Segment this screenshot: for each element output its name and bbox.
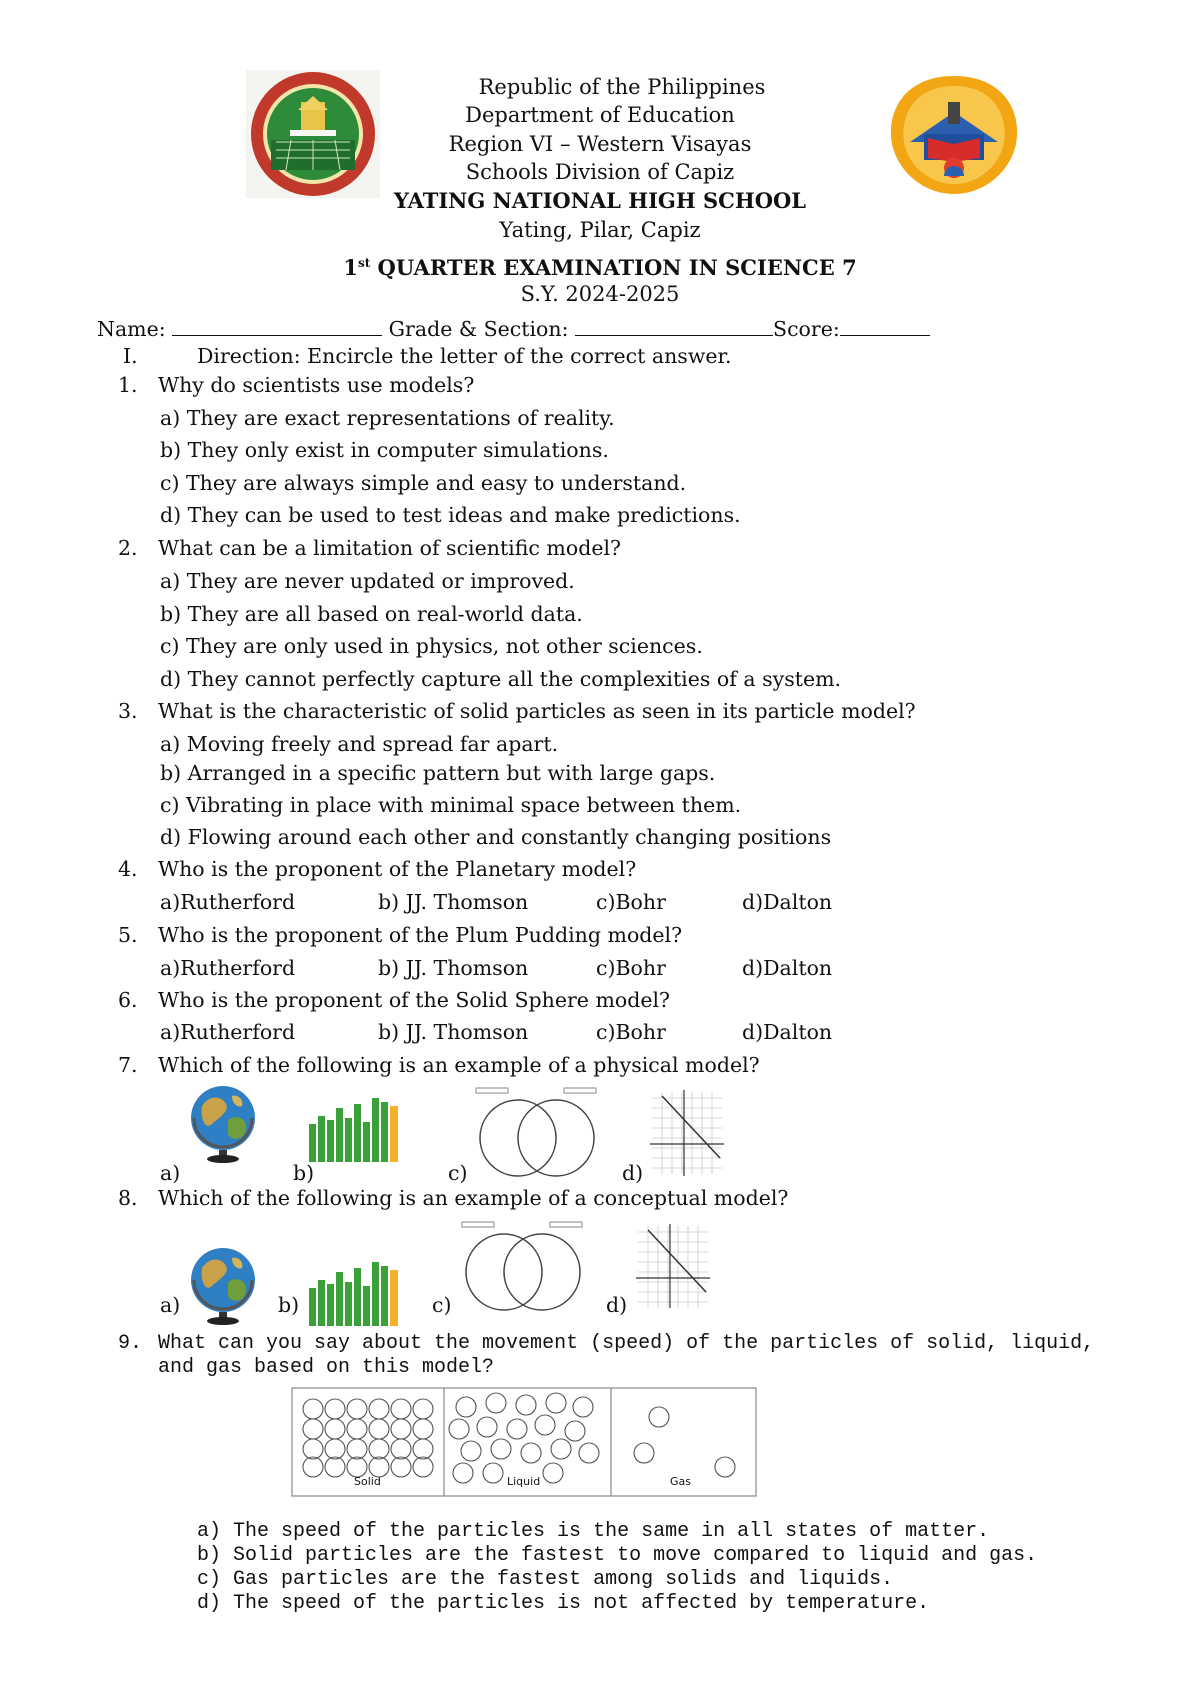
school-year: S.Y. 2024-2025 — [520, 282, 680, 306]
q2-option-c[interactable]: c) They are only used in physics, not other sciences. — [160, 634, 703, 658]
q6-option-a[interactable]: a)Rutherford — [160, 1020, 296, 1044]
q6-option-c[interactable]: c)Bohr — [596, 1020, 666, 1044]
header-region: Region VI – Western Visayas — [448, 132, 752, 156]
q9-option-b[interactable]: b) Solid particles are the fastest to move compared to liquid and gas. — [197, 1544, 1038, 1567]
question-number: 6. — [118, 988, 138, 1012]
question-5 — [118, 922, 682, 948]
q7-option-a[interactable]: a) — [160, 1161, 181, 1185]
question-number: 3. — [118, 699, 138, 723]
question-8 — [118, 1185, 788, 1211]
q3-option-a[interactable]: a) Moving freely and spread far apart. — [160, 732, 559, 756]
grade-section-label: Grade & Section: — [382, 317, 576, 341]
question-number: 4. — [118, 857, 138, 881]
question-number: 1. — [118, 373, 138, 397]
q8-globe-image[interactable] — [188, 1246, 258, 1326]
q7-option-b[interactable]: b) — [293, 1161, 315, 1185]
q6-option-d[interactable]: d)Dalton — [742, 1020, 833, 1044]
question-6 — [118, 987, 670, 1013]
question-text: Who is the proponent of the Plum Pudding model? — [158, 923, 683, 947]
header-republic: Republic of the Philippines — [478, 75, 766, 99]
question-text-line-1: What can you say about the movement (speed) of the particles of solid, liquid, — [158, 1332, 1095, 1355]
exam-title — [0, 249, 1200, 282]
q4-option-c[interactable]: c)Bohr — [596, 890, 666, 914]
q4-option-a[interactable]: a)Rutherford — [160, 890, 296, 914]
q7-line-graph-image[interactable] — [648, 1088, 726, 1178]
question-7 — [118, 1052, 760, 1078]
direction-number: I. — [123, 344, 138, 368]
question-text: Which of the following is an example of a physical model? — [158, 1053, 760, 1077]
q7-bar-graph-image[interactable] — [307, 1094, 407, 1162]
question-text: What can be a limitation of scientific model? — [158, 536, 621, 560]
question-3 — [118, 698, 916, 724]
q1-option-b[interactable]: b) They only exist in computer simulations. — [160, 438, 609, 462]
q8-line-graph-image[interactable] — [634, 1222, 712, 1310]
name-field[interactable] — [172, 317, 382, 336]
particle-label-gas: Gas — [670, 1475, 691, 1488]
q8-venn-diagram-image[interactable] — [458, 1220, 588, 1312]
question-text: Who is the proponent of the Solid Sphere model? — [158, 988, 671, 1012]
exam-quarter-number: 1 — [343, 255, 358, 280]
question-9-line-2: and gas based on this model? — [158, 1356, 495, 1379]
school-address: Yating, Pilar, Capiz — [499, 218, 701, 242]
question-number: 7. — [118, 1053, 138, 1077]
header-department: Department of Education — [465, 103, 735, 127]
question-text: What is the characteristic of solid particles as seen in its particle model? — [158, 699, 916, 723]
grade-section-field[interactable] — [575, 317, 773, 336]
q6-option-b[interactable]: b) JJ. Thomson — [378, 1020, 529, 1044]
q7-venn-diagram-image[interactable] — [472, 1086, 602, 1178]
particle-label-solid: Solid — [354, 1475, 381, 1488]
q8-option-b[interactable]: b) — [278, 1293, 300, 1317]
question-text: Why do scientists use models? — [158, 373, 475, 397]
q7-option-c[interactable]: c) — [448, 1161, 468, 1185]
header-division: Schools Division of Capiz — [465, 160, 735, 184]
exam-quarter-suffix: st — [357, 256, 371, 270]
q7-globe-image[interactable] — [188, 1084, 258, 1164]
q1-option-a[interactable]: a) They are exact representations of reality. — [160, 406, 615, 430]
question-number: 8. — [118, 1186, 138, 1210]
q2-option-d[interactable]: d) They cannot perfectly capture all the complexities of a system. — [160, 667, 842, 691]
question-1 — [118, 372, 474, 398]
question-number: 9. — [118, 1332, 143, 1355]
q4-option-b[interactable]: b) JJ. Thomson — [378, 890, 529, 914]
q2-option-a[interactable]: a) They are never updated or improved. — [160, 569, 575, 593]
question-number: 5. — [118, 923, 138, 947]
q7-option-d[interactable]: d) — [622, 1161, 644, 1185]
exam-title-text: QUARTER EXAMINATION IN SCIENCE 7 — [370, 255, 857, 280]
student-info-line — [97, 316, 930, 342]
direction-text: Direction: Encircle the letter of the correct answer. — [197, 344, 732, 368]
question-9 — [118, 1331, 1094, 1357]
score-label: Score: — [773, 317, 840, 341]
q5-option-b[interactable]: b) JJ. Thomson — [378, 956, 529, 980]
particle-label-liquid: Liquid — [507, 1475, 541, 1488]
question-text: Who is the proponent of the Planetary model? — [158, 857, 637, 881]
q1-option-d[interactable]: d) They can be used to test ideas and make predictions. — [160, 503, 741, 527]
q9-option-c[interactable]: c) Gas particles are the fastest among solids and liquids. — [197, 1568, 894, 1591]
q8-bar-graph-image[interactable] — [307, 1258, 407, 1326]
q5-option-a[interactable]: a)Rutherford — [160, 956, 296, 980]
q2-option-b[interactable]: b) They are all based on real-world data. — [160, 602, 583, 626]
q9-option-a[interactable]: a) The speed of the particles is the same in all states of matter. — [197, 1520, 990, 1543]
q8-option-a[interactable]: a) — [160, 1293, 181, 1317]
q8-option-c[interactable]: c) — [432, 1293, 452, 1317]
question-number: 2. — [118, 536, 138, 560]
q3-option-d[interactable]: d) Flowing around each other and constantly changing positions — [160, 825, 832, 849]
q1-option-c[interactable]: c) They are always simple and easy to understand. — [160, 471, 687, 495]
q3-option-b[interactable]: b) Arranged in a specific pattern but with large gaps. — [160, 761, 716, 785]
question-text: Which of the following is an example of a conceptual model? — [158, 1186, 789, 1210]
q8-option-d[interactable]: d) — [606, 1293, 628, 1317]
school-name: YATING NATIONAL HIGH SCHOOL — [393, 188, 807, 213]
question-2 — [118, 535, 621, 561]
name-label: Name: — [97, 317, 173, 341]
q9-option-d[interactable]: d) The speed of the particles is not affected by temperature. — [197, 1592, 930, 1615]
q5-option-c[interactable]: c)Bohr — [596, 956, 666, 980]
score-field[interactable] — [840, 317, 930, 336]
q4-option-d[interactable]: d)Dalton — [742, 890, 833, 914]
q3-option-c[interactable]: c) Vibrating in place with minimal space between them. — [160, 793, 742, 817]
question-4 — [118, 856, 636, 882]
q5-option-d[interactable]: d)Dalton — [742, 956, 833, 980]
